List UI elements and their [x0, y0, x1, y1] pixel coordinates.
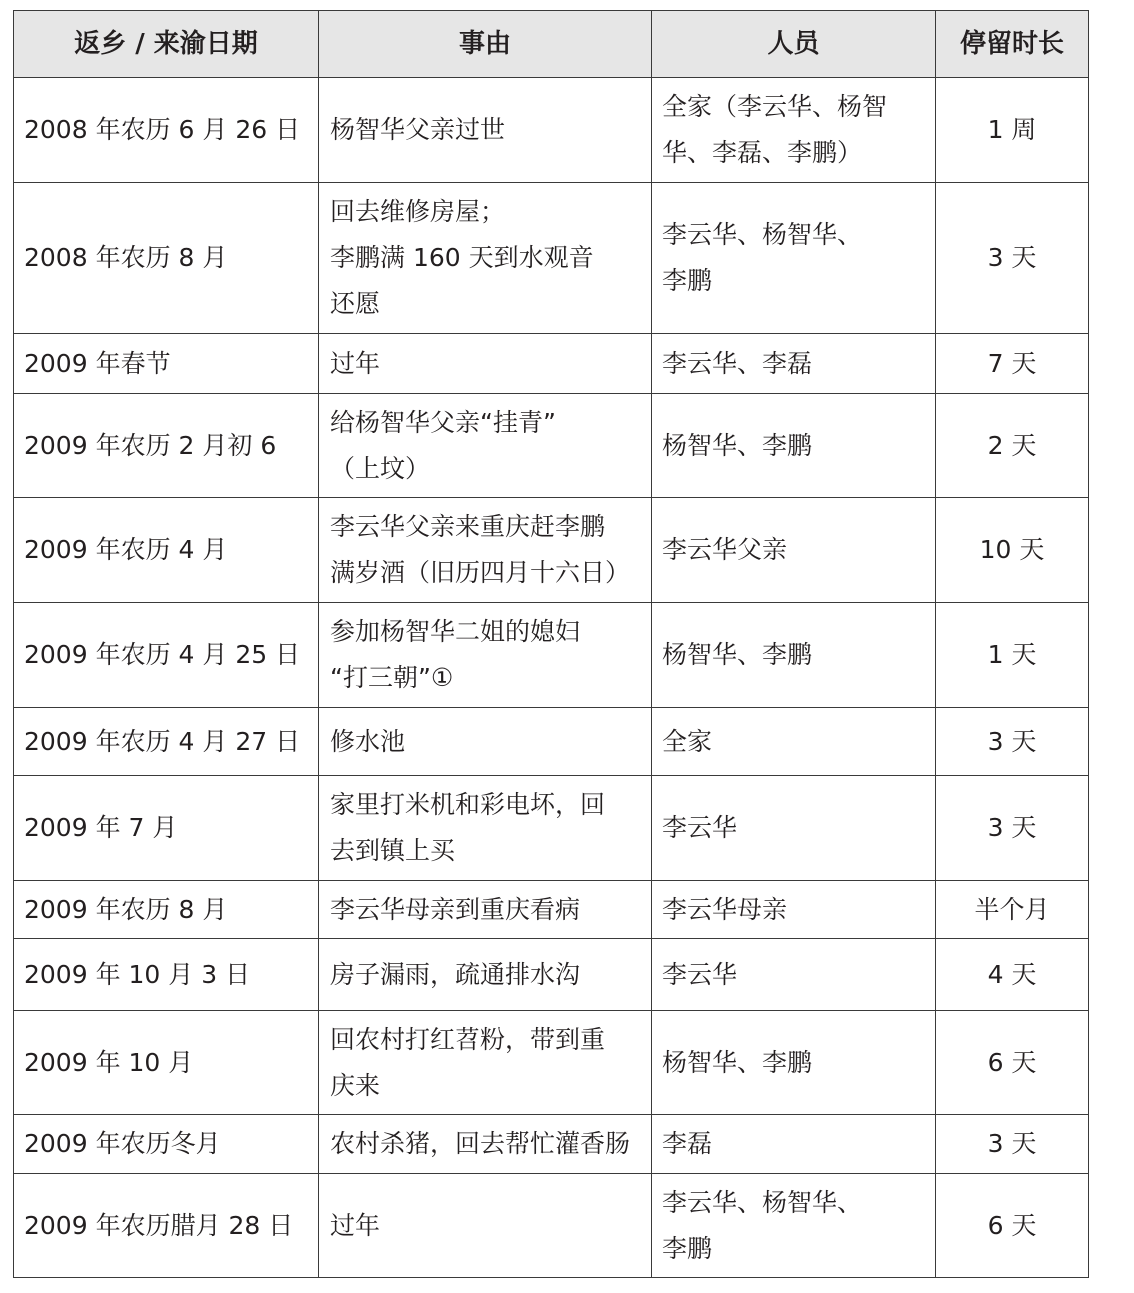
- cell-reason: [319, 1011, 652, 1115]
- cell-reason-line: 过年: [330, 1210, 381, 1240]
- visit-log-table: [13, 10, 1089, 1278]
- cell-duration: 半个月: [936, 881, 1089, 939]
- cell-reason: [319, 394, 652, 498]
- table-row: [14, 603, 1089, 708]
- cell-people: [652, 1011, 936, 1115]
- cell-people-line: 李磊: [662, 1129, 713, 1158]
- table-row: [14, 1174, 1089, 1278]
- cell-people: [652, 334, 936, 394]
- cell-date: 2008 年农历 6 月 26 日: [14, 78, 319, 183]
- cell-date: 2009 年农历 4 月 27 日: [14, 708, 319, 776]
- cell-date: 2009 年农历 4 月 25 日: [14, 603, 319, 708]
- cell-people-line: 杨智华、李鹏: [662, 640, 813, 669]
- cell-reason-line: 李鹏满 160 天到水观音: [330, 243, 594, 272]
- cell-people-line: 全家: [662, 726, 713, 756]
- cell-people: [652, 1115, 936, 1174]
- cell-people-line: 华、李磊、李鹏）: [662, 138, 863, 167]
- cell-date: 2009 年 7 月: [14, 776, 319, 881]
- table-row: [14, 334, 1089, 394]
- cell-reason: [319, 776, 652, 881]
- cell-people-line: 李云华、杨智华、: [662, 220, 863, 249]
- cell-date: 2009 年农历 2 月初 6: [14, 394, 319, 498]
- cell-people-line: 李云华、杨智华、: [662, 1187, 863, 1217]
- table-row: [14, 708, 1089, 776]
- cell-reason-line: 李云华母亲到重庆看病: [330, 894, 581, 924]
- cell-reason-line: 去到镇上买: [330, 836, 456, 865]
- cell-reason-line: 家里打米机和彩电坏，回: [330, 790, 606, 819]
- cell-reason: [319, 881, 652, 939]
- cell-reason: [319, 1174, 652, 1278]
- cell-duration: 3 天: [936, 776, 1089, 881]
- cell-reason-line: “打三朝”①: [330, 663, 454, 692]
- cell-people: [652, 394, 936, 498]
- table-body: [14, 78, 1089, 1278]
- cell-reason-line: 杨智华父亲过世: [330, 115, 506, 144]
- cell-reason-line: 房子漏雨，疏通排水沟: [330, 959, 581, 989]
- cell-date: 2009 年农历 8 月: [14, 881, 319, 939]
- cell-duration: 4 天: [936, 939, 1089, 1011]
- cell-duration: 1 天: [936, 603, 1089, 708]
- cell-reason: [319, 603, 652, 708]
- table-row: [14, 394, 1089, 498]
- cell-people-line: 李云华: [662, 813, 738, 842]
- cell-people-line: 李鹏: [662, 266, 713, 295]
- cell-reason-line: （上坟）: [330, 453, 431, 483]
- cell-date: 2009 年农历冬月: [14, 1115, 319, 1174]
- table-row: [14, 1115, 1089, 1174]
- cell-reason-line: 回去维修房屋；: [330, 197, 506, 226]
- cell-people-line: 李云华父亲: [662, 535, 788, 564]
- cell-duration: 1 周: [936, 78, 1089, 183]
- cell-reason: [319, 708, 652, 776]
- cell-people-line: 李云华母亲: [662, 894, 788, 924]
- cell-duration: 3 天: [936, 1115, 1089, 1174]
- cell-people: [652, 939, 936, 1011]
- cell-date: 2008 年农历 8 月: [14, 183, 319, 334]
- cell-date: 2009 年 10 月 3 日: [14, 939, 319, 1011]
- cell-people: [652, 183, 936, 334]
- cell-duration: 6 天: [936, 1174, 1089, 1278]
- cell-people-line: 杨智华、李鹏: [662, 1047, 813, 1077]
- cell-people: [652, 78, 936, 183]
- cell-people: [652, 881, 936, 939]
- cell-people-line: 全家（李云华、杨智: [662, 92, 888, 121]
- table-row: [14, 939, 1089, 1011]
- cell-reason-line: 李云华父亲来重庆赶李鹏: [330, 512, 606, 541]
- table-row: [14, 498, 1089, 603]
- cell-duration: 3 天: [936, 708, 1089, 776]
- cell-people: [652, 708, 936, 776]
- cell-reason-line: 农村杀猪，回去帮忙灌香肠: [330, 1129, 631, 1158]
- header-row: [14, 11, 1089, 78]
- cell-duration: 7 天: [936, 334, 1089, 394]
- cell-duration: 6 天: [936, 1011, 1089, 1115]
- cell-people-line: 李云华: [662, 959, 738, 989]
- cell-people: [652, 498, 936, 603]
- cell-reason: [319, 939, 652, 1011]
- cell-reason: [319, 183, 652, 334]
- cell-reason-line: 还愿: [330, 289, 381, 318]
- table-row: [14, 183, 1089, 334]
- cell-reason-line: 修水池: [330, 726, 406, 756]
- header-people: 人员: [652, 11, 936, 78]
- cell-people-line: 李鹏: [662, 1233, 713, 1263]
- cell-people: [652, 603, 936, 708]
- cell-date: 2009 年 10 月: [14, 1011, 319, 1115]
- cell-people-line: 李云华、李磊: [662, 348, 813, 378]
- cell-people: [652, 1174, 936, 1278]
- header-duration: 停留时长: [936, 11, 1089, 78]
- cell-duration: 3 天: [936, 183, 1089, 334]
- header-reason: 事由: [319, 11, 652, 78]
- cell-reason: [319, 334, 652, 394]
- cell-duration: 10 天: [936, 498, 1089, 603]
- table-row: [14, 881, 1089, 939]
- cell-date: 2009 年农历腊月 28 日: [14, 1174, 319, 1278]
- cell-date: 2009 年春节: [14, 334, 319, 394]
- cell-reason-line: 参加杨智华二姐的媳妇: [330, 617, 581, 646]
- cell-date: 2009 年农历 4 月: [14, 498, 319, 603]
- table-row: [14, 1011, 1089, 1115]
- cell-reason: [319, 78, 652, 183]
- cell-reason: [319, 1115, 652, 1174]
- cell-duration: 2 天: [936, 394, 1089, 498]
- cell-people-line: 杨智华、李鹏: [662, 430, 813, 460]
- header-date: 返乡 / 来渝日期: [14, 11, 319, 78]
- cell-reason: [319, 498, 652, 603]
- table-row: [14, 78, 1089, 183]
- cell-reason-line: 给杨智华父亲“挂青”: [330, 407, 556, 437]
- cell-reason-line: 过年: [330, 348, 381, 378]
- cell-reason-line: 满岁酒（旧历四月十六日）: [330, 558, 631, 587]
- cell-reason-line: 庆来: [330, 1070, 381, 1100]
- table-row: [14, 776, 1089, 881]
- cell-people: [652, 776, 936, 881]
- table-header: [14, 11, 1089, 78]
- cell-reason-line: 回农村打红苕粉，带到重: [330, 1024, 606, 1054]
